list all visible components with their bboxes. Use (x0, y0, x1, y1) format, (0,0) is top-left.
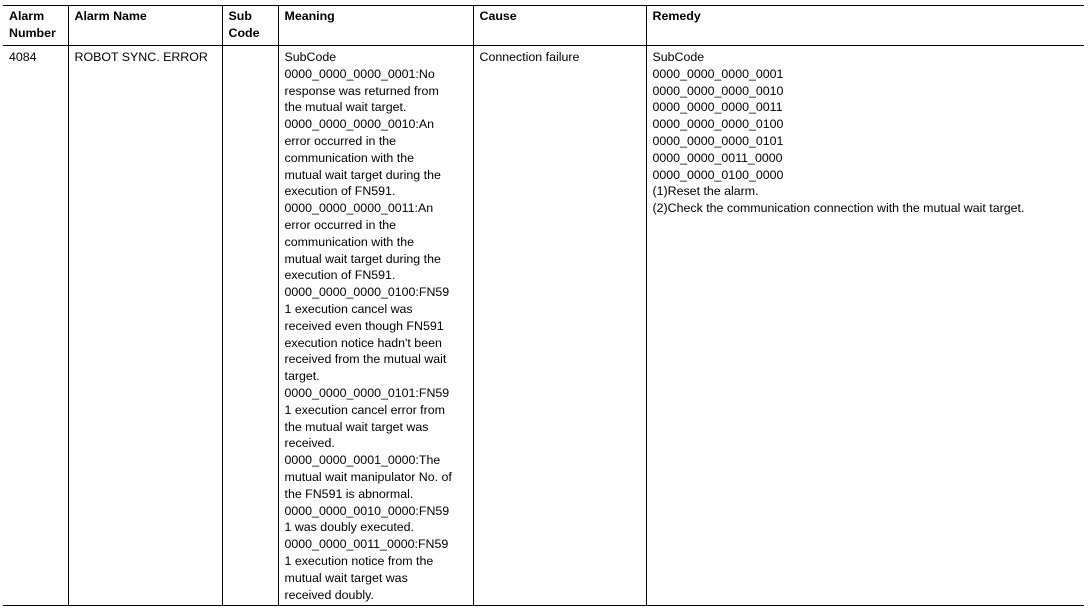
meaning-line: communication with the (284, 234, 414, 249)
meaning-line: the mutual wait target was (284, 419, 429, 434)
table-row (3, 46, 1084, 606)
remedy-line: 0000_0000_0100_0000 (652, 167, 784, 182)
meaning-line: 1 execution cancel was (284, 301, 413, 316)
meaning-line: 0000_0000_0000_0011:An (284, 201, 434, 216)
cell-sub-code (222, 46, 278, 606)
meaning-line: received from the mutual wait (284, 352, 447, 367)
cell-meaning (278, 46, 473, 606)
meaning-line: the FN591 is abnormal. (284, 486, 414, 501)
meaning-line: received even though FN591 (284, 318, 444, 333)
meaning-line: mutual wait target during the (284, 251, 441, 266)
meaning-line: mutual wait target during the (284, 167, 441, 182)
meaning-line: 0000_0000_0001_0000:The (284, 453, 441, 468)
meaning-line: execution of FN591. (284, 184, 396, 199)
cell-cause: Connection failure (473, 46, 646, 606)
meaning-line: error occurred in the (284, 133, 397, 148)
meaning-line: response was returned from (284, 83, 439, 98)
meaning-line: 1 execution cancel error from (284, 402, 445, 417)
meaning-line: the mutual wait target. (284, 100, 407, 115)
meaning-line: communication with the (284, 150, 414, 165)
table-body (3, 46, 1084, 606)
remedy-line: 0000_0000_0000_0001 (652, 66, 784, 81)
header-alarm-number: Alarm Number (3, 6, 68, 46)
remedy-line: 0000_0000_0000_0101 (652, 133, 784, 148)
header-alarm-name: Alarm Name (68, 6, 222, 46)
header-sub-code: Sub Code (222, 6, 278, 46)
remedy-line: 0000_0000_0000_0010 (652, 83, 784, 98)
table-header (3, 6, 1084, 46)
alarm-table (3, 5, 1084, 606)
header-remedy: Remedy (646, 6, 1084, 46)
meaning-line: 0000_0000_0000_0001:No (284, 66, 435, 81)
header-cause: Cause (473, 6, 646, 46)
remedy-line: SubCode (652, 50, 705, 64)
meaning-line: 1 execution notice from the (284, 553, 434, 568)
meaning-line: 0000_0000_0000_0101:FN59 (284, 385, 450, 400)
meaning-line: 0000_0000_0011_0000:FN59 (284, 537, 449, 552)
header-row (3, 6, 1084, 46)
meaning-line: received. (284, 436, 335, 451)
remedy-line: 0000_0000_0000_0011 (652, 100, 783, 115)
meaning-line: 1 was doubly executed. (284, 520, 414, 535)
meaning-line: 0000_0000_0010_0000:FN59 (284, 503, 450, 518)
meaning-line: execution notice hadn't been (284, 335, 442, 350)
meaning-line: target. (284, 369, 320, 384)
meaning-line: mutual wait manipulator No. of (284, 469, 452, 484)
cell-remedy (646, 46, 1084, 606)
remedy-line: (2)Check the communication connection with the mutual wait target. (652, 201, 1025, 216)
header-meaning: Meaning (278, 6, 473, 46)
remedy-line: 0000_0000_0000_0100 (652, 117, 784, 132)
cell-alarm-name: ROBOT SYNC. ERROR (68, 46, 222, 606)
meaning-line: SubCode (284, 50, 337, 64)
meaning-line: execution of FN591. (284, 268, 396, 283)
meaning-line: 0000_0000_0000_0100:FN59 (284, 285, 450, 300)
meaning-line: error occurred in the (284, 217, 397, 232)
meaning-line: mutual wait target was (284, 570, 408, 585)
meaning-line: received doubly. (284, 587, 374, 602)
meaning-line: 0000_0000_0000_0010:An (284, 117, 435, 132)
remedy-line: 0000_0000_0011_0000 (652, 150, 783, 165)
cell-alarm-number: 4084 (3, 46, 68, 606)
remedy-line: (1)Reset the alarm. (652, 184, 759, 199)
